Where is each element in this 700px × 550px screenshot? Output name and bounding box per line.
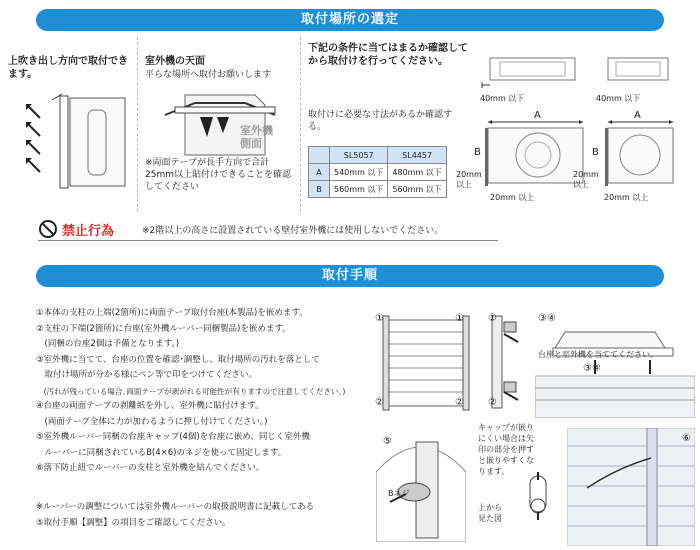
- step-line: ⑤室外機ルーバー同梱の台座キャップ(4個)を台座に嵌め、同じく室外機: [36, 432, 310, 442]
- pole-detail-illustration: [478, 312, 526, 412]
- table-row: A 540mm 以下 480mm 以下: [309, 164, 447, 181]
- footnote-line: ⑤取付手順【調整】の項目をご確認してください。: [36, 517, 231, 528]
- col3-heading: 下記の条件に当てはまるか確認してから取付けを行ってください。: [308, 43, 468, 67]
- label-a-right: A: [634, 110, 641, 121]
- dim-20-bottom-left: 20mm 以上: [490, 193, 535, 202]
- column-divider: [300, 37, 301, 212]
- label-b-right: B: [592, 147, 599, 158]
- prohibit-label: 禁止行為: [62, 224, 115, 239]
- column-divider: [137, 37, 138, 212]
- top-view-label: 上から見た図: [478, 503, 502, 523]
- step-line: 取付け場所が分かる様にペン等で印をつけてください。: [36, 370, 258, 380]
- fig-num-34: ③④: [538, 313, 556, 324]
- fig-num-6: ⑥: [682, 433, 691, 444]
- step-line: ⑥落下防止紐でルーバーの支柱と室外機を結んでください。: [36, 463, 265, 473]
- dim-40-right: 40mm 以下: [596, 94, 641, 103]
- table-header: SL4457: [388, 147, 446, 164]
- col3-subtext: 取付けに必要な寸法があるか確認する。: [308, 110, 453, 132]
- cap-top-view-illustration: [518, 470, 558, 530]
- col1-heading: 上吹き出し方向で取付できます。: [8, 56, 128, 80]
- fig-num-2c: ②: [488, 397, 497, 408]
- dimension-table: [308, 146, 447, 198]
- step-line: ②支柱の下端(2箇所)に台座(室外機ルーバー同梱製品)を嵌めます。: [36, 323, 291, 334]
- step-line: (汚れが残っている場合､両面テープが剥がれる可能性が有りますので注意してください。): [36, 386, 346, 396]
- step-line: ③室外機に当てて、台座の位置を確認･調整し、取付場所の汚れを落として: [36, 354, 320, 365]
- dim-40-left: 40mm 以下: [480, 94, 525, 103]
- b-screw-label: Bネジ: [388, 489, 410, 498]
- fall-prevention-cord-photo: [567, 428, 695, 546]
- unit-side-label: 室外機側面: [240, 124, 273, 150]
- label-a-left: A: [534, 110, 541, 121]
- dim-20-bottom-right: 20mm 以上: [604, 193, 649, 202]
- prohibited-icon: [38, 219, 58, 239]
- table-header: [309, 147, 330, 164]
- upward-airflow-illustration: [20, 88, 130, 198]
- step-line: ①本体の支柱の上端(2箇所)に両面テープ取付台座(本製品)を嵌めます。: [36, 308, 308, 318]
- footnote-line: ※ルーバーの調整については室外機ルーバーの取扱説明書に記載してある: [36, 502, 315, 512]
- fig-num-1c: ①: [488, 313, 497, 324]
- step-line: (同梱の台座2個は予備となります。): [36, 339, 180, 349]
- label-b-left: B: [474, 147, 481, 158]
- cap-screw-illustration: [376, 432, 466, 542]
- steps-list: [36, 306, 381, 477]
- section-title-location: 取付場所の選定: [36, 9, 664, 31]
- table-header: SL5057: [330, 147, 388, 164]
- fig-num-5: ⑤: [383, 436, 392, 447]
- fig-num-1: ①: [375, 313, 384, 324]
- table-row: B 560mm 以下 560mm 以下: [309, 181, 447, 198]
- col2-note: ※両面テープが長手方向で合計25mm以上貼付けできることを確認してください: [145, 158, 291, 192]
- fig-num-1b: ①: [455, 313, 464, 324]
- fig-num-2b: ②: [455, 397, 464, 408]
- pad-attach-illustration: [535, 318, 695, 418]
- cap-note: キャップが嵌りにくい場合は矢印の部分を押すと嵌りやすくなります。: [478, 423, 534, 476]
- prohibit-text: ※2階以上の高さに設置されている壁付室外機には使用しないでください。: [142, 226, 444, 236]
- fig-num-2: ②: [375, 397, 384, 408]
- dim-20-side-left: 20mm 以上: [456, 170, 482, 189]
- step-line: ルーバーに同梱されているB(4×6)のネジを使って固定します。: [36, 447, 287, 458]
- col2-heading: 室外機の天面: [145, 56, 205, 67]
- step-line: (両面テープ全体に力が加わるように押し付けてください。): [36, 416, 268, 427]
- footnotes: [36, 500, 381, 531]
- col2-subtext: 平らな場所へ取付お願いします: [145, 70, 272, 80]
- fig-num-34b: ③④: [583, 363, 601, 374]
- prohibit-underline: [38, 240, 498, 241]
- caption-34: 台座と室外機を当ててください。: [538, 350, 658, 359]
- step-line: ④台座の両面テープの剥離紙を外し、室外機に貼付けます。: [36, 401, 264, 411]
- dim-20-side-right: 20mm 以上: [573, 170, 599, 189]
- section-title-procedure: 取付手順: [36, 265, 664, 287]
